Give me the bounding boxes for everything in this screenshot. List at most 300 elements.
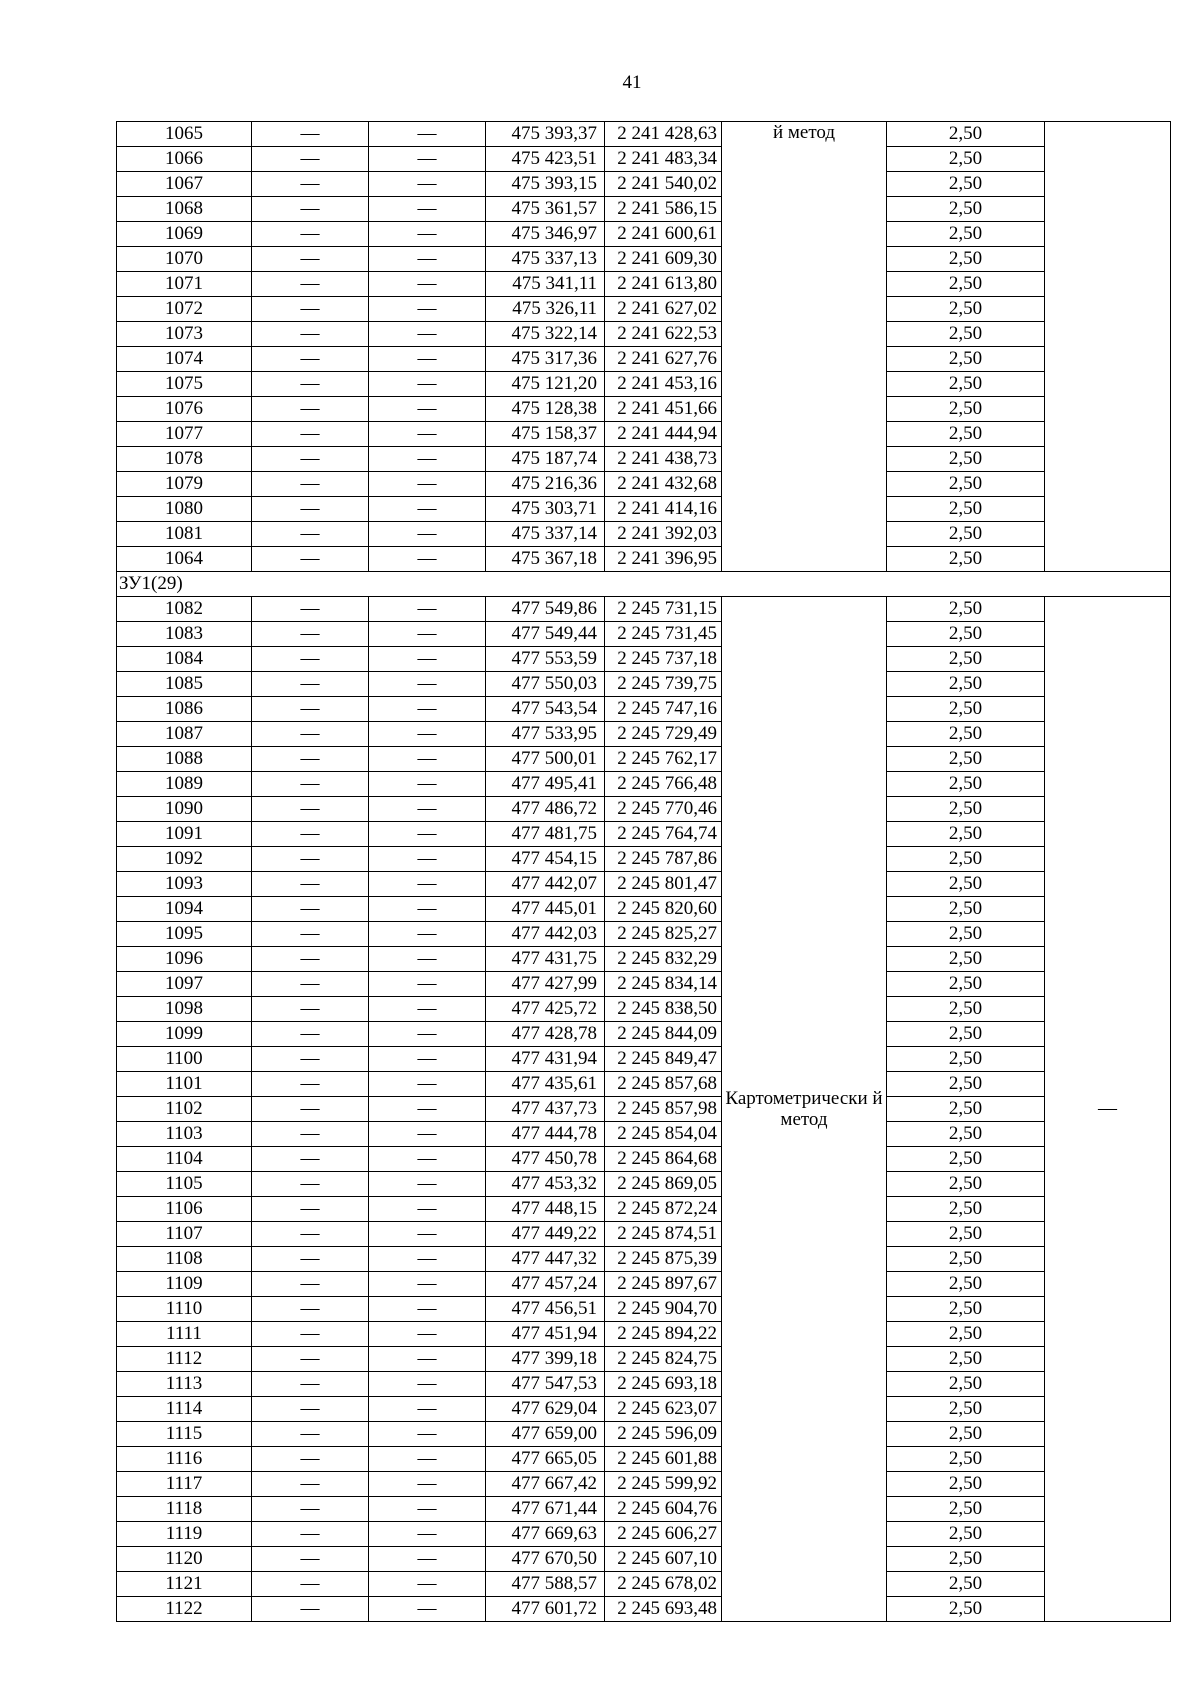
x-coordinate-cell: 475 423,51 — [486, 147, 605, 172]
x-coordinate-cell: 477 629,04 — [486, 1397, 605, 1422]
y-coordinate-cell: 2 241 627,76 — [605, 347, 722, 372]
dash-cell: — — [252, 1247, 369, 1272]
error-cell: 2,50 — [887, 1547, 1045, 1572]
y-coordinate-cell: 2 245 607,10 — [605, 1547, 722, 1572]
dash-cell: — — [252, 1447, 369, 1472]
table-row — [117, 897, 1171, 922]
y-coordinate-cell: 2 241 414,16 — [605, 497, 722, 522]
x-coordinate-cell: 475 303,71 — [486, 497, 605, 522]
table-row — [117, 872, 1171, 897]
error-cell: 2,50 — [887, 1147, 1045, 1172]
y-coordinate-cell: 2 241 622,53 — [605, 322, 722, 347]
dash-cell: — — [369, 1297, 486, 1322]
dash-cell: — — [252, 947, 369, 972]
table-row — [117, 1472, 1171, 1497]
y-coordinate-cell: 2 245 770,46 — [605, 797, 722, 822]
table-row — [117, 697, 1171, 722]
table-row — [117, 1547, 1171, 1572]
dash-cell: — — [369, 1097, 486, 1122]
x-coordinate-cell: 477 442,03 — [486, 922, 605, 947]
dash-cell: — — [252, 697, 369, 722]
table-row — [117, 1097, 1171, 1122]
point-number-cell: 1116 — [117, 1447, 252, 1472]
dash-cell: — — [369, 1422, 486, 1447]
dash-cell: — — [252, 997, 369, 1022]
point-number-cell: 1121 — [117, 1572, 252, 1597]
point-number-cell: 1089 — [117, 772, 252, 797]
y-coordinate-cell: 2 245 606,27 — [605, 1522, 722, 1547]
error-cell: 2,50 — [887, 822, 1045, 847]
x-coordinate-cell: 477 659,00 — [486, 1422, 605, 1447]
dash-cell: — — [369, 472, 486, 497]
dash-cell: — — [369, 322, 486, 347]
table-row — [117, 247, 1171, 272]
dash-cell: — — [252, 1272, 369, 1297]
x-coordinate-cell: 477 449,22 — [486, 1222, 605, 1247]
y-coordinate-cell: 2 245 832,29 — [605, 947, 722, 972]
dash-cell: — — [252, 222, 369, 247]
point-number-cell: 1102 — [117, 1097, 252, 1122]
error-cell: 2,50 — [887, 1472, 1045, 1497]
point-number-cell: 1107 — [117, 1222, 252, 1247]
table-row — [117, 997, 1171, 1022]
dash-cell: — — [252, 497, 369, 522]
x-coordinate-cell: 477 670,50 — [486, 1547, 605, 1572]
point-number-cell: 1115 — [117, 1422, 252, 1447]
point-number-cell: 1069 — [117, 222, 252, 247]
point-number-cell: 1117 — [117, 1472, 252, 1497]
point-number-cell: 1109 — [117, 1272, 252, 1297]
dash-cell: — — [369, 247, 486, 272]
error-cell: 2,50 — [887, 422, 1045, 447]
x-coordinate-cell: 477 451,94 — [486, 1322, 605, 1347]
y-coordinate-cell: 2 245 693,48 — [605, 1597, 722, 1622]
x-coordinate-cell: 477 553,59 — [486, 647, 605, 672]
table-row — [117, 1372, 1171, 1397]
dash-cell: — — [369, 447, 486, 472]
dash-cell: — — [369, 647, 486, 672]
dash-cell: — — [369, 1472, 486, 1497]
dash-cell: — — [252, 1572, 369, 1597]
error-cell: 2,50 — [887, 897, 1045, 922]
y-coordinate-cell: 2 245 739,75 — [605, 672, 722, 697]
x-coordinate-cell: 475 337,13 — [486, 247, 605, 272]
error-cell: 2,50 — [887, 872, 1045, 897]
point-number-cell: 1090 — [117, 797, 252, 822]
table-row — [117, 1522, 1171, 1547]
dash-cell: — — [369, 1497, 486, 1522]
y-coordinate-cell: 2 245 766,48 — [605, 772, 722, 797]
dash-cell: — — [369, 997, 486, 1022]
dash-cell: — — [369, 597, 486, 622]
x-coordinate-cell: 477 481,75 — [486, 822, 605, 847]
table-row — [117, 1597, 1171, 1622]
dash-cell: — — [369, 1197, 486, 1222]
error-cell: 2,50 — [887, 1572, 1045, 1597]
point-number-cell: 1087 — [117, 722, 252, 747]
table-row — [117, 1272, 1171, 1297]
dash-cell: — — [369, 1597, 486, 1622]
point-number-cell: 1114 — [117, 1397, 252, 1422]
table-row — [117, 772, 1171, 797]
x-coordinate-cell: 477 445,01 — [486, 897, 605, 922]
table-row — [117, 1022, 1171, 1047]
dash-cell: — — [252, 472, 369, 497]
dash-cell: — — [369, 1047, 486, 1072]
point-number-cell: 1098 — [117, 997, 252, 1022]
coordinates-table — [116, 121, 1171, 1622]
dash-cell: — — [369, 197, 486, 222]
dash-cell: — — [369, 1272, 486, 1297]
y-coordinate-cell: 2 245 849,47 — [605, 1047, 722, 1072]
dash-cell: — — [369, 872, 486, 897]
y-coordinate-cell: 2 245 872,24 — [605, 1197, 722, 1222]
table-row — [117, 622, 1171, 647]
y-coordinate-cell: 2 241 609,30 — [605, 247, 722, 272]
table-row — [117, 1297, 1171, 1322]
y-coordinate-cell: 2 245 854,04 — [605, 1122, 722, 1147]
table-row — [117, 1247, 1171, 1272]
point-number-cell: 1120 — [117, 1547, 252, 1572]
dash-cell: — — [252, 1122, 369, 1147]
table-row — [117, 272, 1171, 297]
y-coordinate-cell: 2 241 396,95 — [605, 547, 722, 572]
dash-cell: — — [252, 1297, 369, 1322]
y-coordinate-cell: 2 245 838,50 — [605, 997, 722, 1022]
error-cell: 2,50 — [887, 622, 1045, 647]
x-coordinate-cell: 477 500,01 — [486, 747, 605, 772]
table-row — [117, 197, 1171, 222]
x-coordinate-cell: 477 435,61 — [486, 1072, 605, 1097]
x-coordinate-cell: 477 671,44 — [486, 1497, 605, 1522]
point-number-cell: 1076 — [117, 397, 252, 422]
dash-cell: — — [252, 1222, 369, 1247]
table-row — [117, 372, 1171, 397]
table-row — [117, 172, 1171, 197]
y-coordinate-cell: 2 245 678,02 — [605, 1572, 722, 1597]
y-coordinate-cell: 2 245 596,09 — [605, 1422, 722, 1447]
dash-cell: — — [369, 847, 486, 872]
dash-cell: — — [252, 147, 369, 172]
dash-cell: — — [369, 1572, 486, 1597]
dash-cell: — — [369, 697, 486, 722]
error-cell: 2,50 — [887, 747, 1045, 772]
point-number-cell: 1103 — [117, 1122, 252, 1147]
dash-cell: — — [369, 347, 486, 372]
y-coordinate-cell: 2 241 540,02 — [605, 172, 722, 197]
dash-cell: — — [252, 1097, 369, 1122]
x-coordinate-cell: 475 393,15 — [486, 172, 605, 197]
table-row — [117, 347, 1171, 372]
dash-cell: — — [369, 222, 486, 247]
y-coordinate-cell: 2 241 586,15 — [605, 197, 722, 222]
table-row — [117, 1072, 1171, 1097]
y-coordinate-cell: 2 245 599,92 — [605, 1472, 722, 1497]
x-coordinate-cell: 475 121,20 — [486, 372, 605, 397]
dash-cell: — — [369, 722, 486, 747]
error-cell: 2,50 — [887, 597, 1045, 622]
note-cell: — — [1045, 597, 1171, 1622]
error-cell: 2,50 — [887, 1247, 1045, 1272]
y-coordinate-cell: 2 245 857,68 — [605, 1072, 722, 1097]
table-row — [117, 797, 1171, 822]
table-row — [117, 547, 1171, 572]
x-coordinate-cell: 475 216,36 — [486, 472, 605, 497]
point-number-cell: 1118 — [117, 1497, 252, 1522]
error-cell: 2,50 — [887, 397, 1045, 422]
error-cell: 2,50 — [887, 1597, 1045, 1622]
y-coordinate-cell: 2 241 438,73 — [605, 447, 722, 472]
dash-cell: — — [252, 1472, 369, 1497]
dash-cell: — — [252, 1072, 369, 1097]
error-cell: 2,50 — [887, 1347, 1045, 1372]
table-row — [117, 422, 1171, 447]
x-coordinate-cell: 477 601,72 — [486, 1597, 605, 1622]
x-coordinate-cell: 477 588,57 — [486, 1572, 605, 1597]
table-row — [117, 1222, 1171, 1247]
x-coordinate-cell: 477 549,86 — [486, 597, 605, 622]
point-number-cell: 1078 — [117, 447, 252, 472]
dash-cell: — — [252, 1597, 369, 1622]
dash-cell: — — [252, 397, 369, 422]
error-cell: 2,50 — [887, 147, 1045, 172]
dash-cell: — — [252, 1047, 369, 1072]
y-coordinate-cell: 2 245 764,74 — [605, 822, 722, 847]
dash-cell: — — [369, 522, 486, 547]
dash-cell: — — [369, 1222, 486, 1247]
x-coordinate-cell: 477 444,78 — [486, 1122, 605, 1147]
y-coordinate-cell: 2 245 729,49 — [605, 722, 722, 747]
y-coordinate-cell: 2 245 801,47 — [605, 872, 722, 897]
x-coordinate-cell: 475 337,14 — [486, 522, 605, 547]
x-coordinate-cell: 477 448,15 — [486, 1197, 605, 1222]
table-row — [117, 647, 1171, 672]
dash-cell: — — [252, 747, 369, 772]
error-cell: 2,50 — [887, 1322, 1045, 1347]
table-row — [117, 447, 1171, 472]
dash-cell: — — [369, 1147, 486, 1172]
y-coordinate-cell: 2 241 627,02 — [605, 297, 722, 322]
x-coordinate-cell: 477 665,05 — [486, 1447, 605, 1472]
point-number-cell: 1099 — [117, 1022, 252, 1047]
point-number-cell: 1064 — [117, 547, 252, 572]
error-cell: 2,50 — [887, 1197, 1045, 1222]
dash-cell: — — [252, 1522, 369, 1547]
x-coordinate-cell: 477 453,32 — [486, 1172, 605, 1197]
error-cell: 2,50 — [887, 847, 1045, 872]
point-number-cell: 1113 — [117, 1372, 252, 1397]
dash-cell: — — [252, 547, 369, 572]
point-number-cell: 1096 — [117, 947, 252, 972]
section-label: ЗУ1(29) — [117, 572, 1171, 597]
x-coordinate-cell: 477 447,32 — [486, 1247, 605, 1272]
error-cell: 2,50 — [887, 672, 1045, 697]
error-cell: 2,50 — [887, 1047, 1045, 1072]
error-cell: 2,50 — [887, 172, 1045, 197]
y-coordinate-cell: 2 245 869,05 — [605, 1172, 722, 1197]
dash-cell: — — [369, 1172, 486, 1197]
dash-cell: — — [252, 122, 369, 147]
dash-cell: — — [252, 822, 369, 847]
point-number-cell: 1122 — [117, 1597, 252, 1622]
dash-cell: — — [252, 647, 369, 672]
table-row — [117, 497, 1171, 522]
table-row — [117, 947, 1171, 972]
point-number-cell: 1071 — [117, 272, 252, 297]
error-cell: 2,50 — [887, 697, 1045, 722]
error-cell: 2,50 — [887, 772, 1045, 797]
dash-cell: — — [252, 447, 369, 472]
point-number-cell: 1092 — [117, 847, 252, 872]
table-row — [117, 597, 1171, 622]
error-cell: 2,50 — [887, 297, 1045, 322]
dash-cell: — — [369, 1247, 486, 1272]
dash-cell: — — [369, 1547, 486, 1572]
table-row — [117, 972, 1171, 997]
table-row — [117, 397, 1171, 422]
error-cell: 2,50 — [887, 497, 1045, 522]
y-coordinate-cell: 2 245 747,16 — [605, 697, 722, 722]
dash-cell: — — [252, 1322, 369, 1347]
dash-cell: — — [252, 1172, 369, 1197]
table-row — [117, 147, 1171, 172]
x-coordinate-cell: 477 550,03 — [486, 672, 605, 697]
dash-cell: — — [369, 422, 486, 447]
dash-cell: — — [252, 322, 369, 347]
x-coordinate-cell: 477 437,73 — [486, 1097, 605, 1122]
page-number: 41 — [622, 72, 642, 93]
y-coordinate-cell: 2 245 834,14 — [605, 972, 722, 997]
dash-cell: — — [252, 297, 369, 322]
point-number-cell: 1077 — [117, 422, 252, 447]
dash-cell: — — [252, 1197, 369, 1222]
point-number-cell: 1111 — [117, 1322, 252, 1347]
dash-cell: — — [369, 672, 486, 697]
point-number-cell: 1068 — [117, 197, 252, 222]
dash-cell: — — [252, 1147, 369, 1172]
method-cell: Картометрически й метод — [722, 597, 887, 1622]
table-row — [117, 1572, 1171, 1597]
x-coordinate-cell: 475 341,11 — [486, 272, 605, 297]
error-cell: 2,50 — [887, 547, 1045, 572]
y-coordinate-cell: 2 245 864,68 — [605, 1147, 722, 1172]
y-coordinate-cell: 2 245 731,15 — [605, 597, 722, 622]
table-row — [117, 297, 1171, 322]
error-cell: 2,50 — [887, 1397, 1045, 1422]
dash-cell: — — [369, 497, 486, 522]
dash-cell: — — [252, 797, 369, 822]
dash-cell: — — [252, 897, 369, 922]
dash-cell: — — [369, 897, 486, 922]
dash-cell: — — [369, 122, 486, 147]
x-coordinate-cell: 475 187,74 — [486, 447, 605, 472]
error-cell: 2,50 — [887, 997, 1045, 1022]
point-number-cell: 1088 — [117, 747, 252, 772]
table-row — [117, 1147, 1171, 1172]
point-number-cell: 1080 — [117, 497, 252, 522]
y-coordinate-cell: 2 241 428,63 — [605, 122, 722, 147]
dash-cell: — — [369, 172, 486, 197]
table-row — [117, 747, 1171, 772]
table-row — [117, 847, 1171, 872]
dash-cell: — — [252, 1422, 369, 1447]
dash-cell: — — [369, 297, 486, 322]
x-coordinate-cell: 477 399,18 — [486, 1347, 605, 1372]
dash-cell: — — [252, 872, 369, 897]
point-number-cell: 1112 — [117, 1347, 252, 1372]
dash-cell: — — [369, 547, 486, 572]
y-coordinate-cell: 2 245 857,98 — [605, 1097, 722, 1122]
x-coordinate-cell: 477 533,95 — [486, 722, 605, 747]
table-row — [117, 1347, 1171, 1372]
error-cell: 2,50 — [887, 797, 1045, 822]
y-coordinate-cell: 2 241 451,66 — [605, 397, 722, 422]
table-row — [117, 1047, 1171, 1072]
error-cell: 2,50 — [887, 122, 1045, 147]
dash-cell: — — [252, 422, 369, 447]
y-coordinate-cell: 2 245 731,45 — [605, 622, 722, 647]
y-coordinate-cell: 2 241 392,03 — [605, 522, 722, 547]
dash-cell: — — [369, 1447, 486, 1472]
x-coordinate-cell: 475 317,36 — [486, 347, 605, 372]
dash-cell: — — [369, 922, 486, 947]
point-number-cell: 1082 — [117, 597, 252, 622]
y-coordinate-cell: 2 245 737,18 — [605, 647, 722, 672]
error-cell: 2,50 — [887, 1022, 1045, 1047]
error-cell: 2,50 — [887, 947, 1045, 972]
dash-cell: — — [252, 1372, 369, 1397]
dash-cell: — — [369, 1322, 486, 1347]
dash-cell: — — [252, 347, 369, 372]
dash-cell: — — [252, 247, 369, 272]
error-cell: 2,50 — [887, 1372, 1045, 1397]
x-coordinate-cell: 475 361,57 — [486, 197, 605, 222]
error-cell: 2,50 — [887, 972, 1045, 997]
point-number-cell: 1070 — [117, 247, 252, 272]
dash-cell: — — [252, 1022, 369, 1047]
y-coordinate-cell: 2 245 904,70 — [605, 1297, 722, 1322]
x-coordinate-cell: 475 346,97 — [486, 222, 605, 247]
x-coordinate-cell: 477 457,24 — [486, 1272, 605, 1297]
table-row — [117, 122, 1171, 147]
table-row — [117, 1197, 1171, 1222]
error-cell: 2,50 — [887, 1272, 1045, 1297]
method-cell: й метод — [722, 122, 887, 572]
dash-cell: — — [369, 1397, 486, 1422]
x-coordinate-cell: 475 128,38 — [486, 397, 605, 422]
dash-cell: — — [252, 372, 369, 397]
x-coordinate-cell: 477 543,54 — [486, 697, 605, 722]
table-row — [117, 672, 1171, 697]
dash-cell: — — [369, 272, 486, 297]
error-cell: 2,50 — [887, 272, 1045, 297]
point-number-cell: 1072 — [117, 297, 252, 322]
x-coordinate-cell: 477 427,99 — [486, 972, 605, 997]
error-cell: 2,50 — [887, 347, 1045, 372]
y-coordinate-cell: 2 245 623,07 — [605, 1397, 722, 1422]
dash-cell: — — [252, 847, 369, 872]
y-coordinate-cell: 2 241 600,61 — [605, 222, 722, 247]
point-number-cell: 1094 — [117, 897, 252, 922]
point-number-cell: 1085 — [117, 672, 252, 697]
table-row — [117, 922, 1171, 947]
dash-cell: — — [252, 522, 369, 547]
dash-cell: — — [369, 747, 486, 772]
y-coordinate-cell: 2 245 844,09 — [605, 1022, 722, 1047]
error-cell: 2,50 — [887, 922, 1045, 947]
point-number-cell: 1097 — [117, 972, 252, 997]
x-coordinate-cell: 477 431,94 — [486, 1047, 605, 1072]
